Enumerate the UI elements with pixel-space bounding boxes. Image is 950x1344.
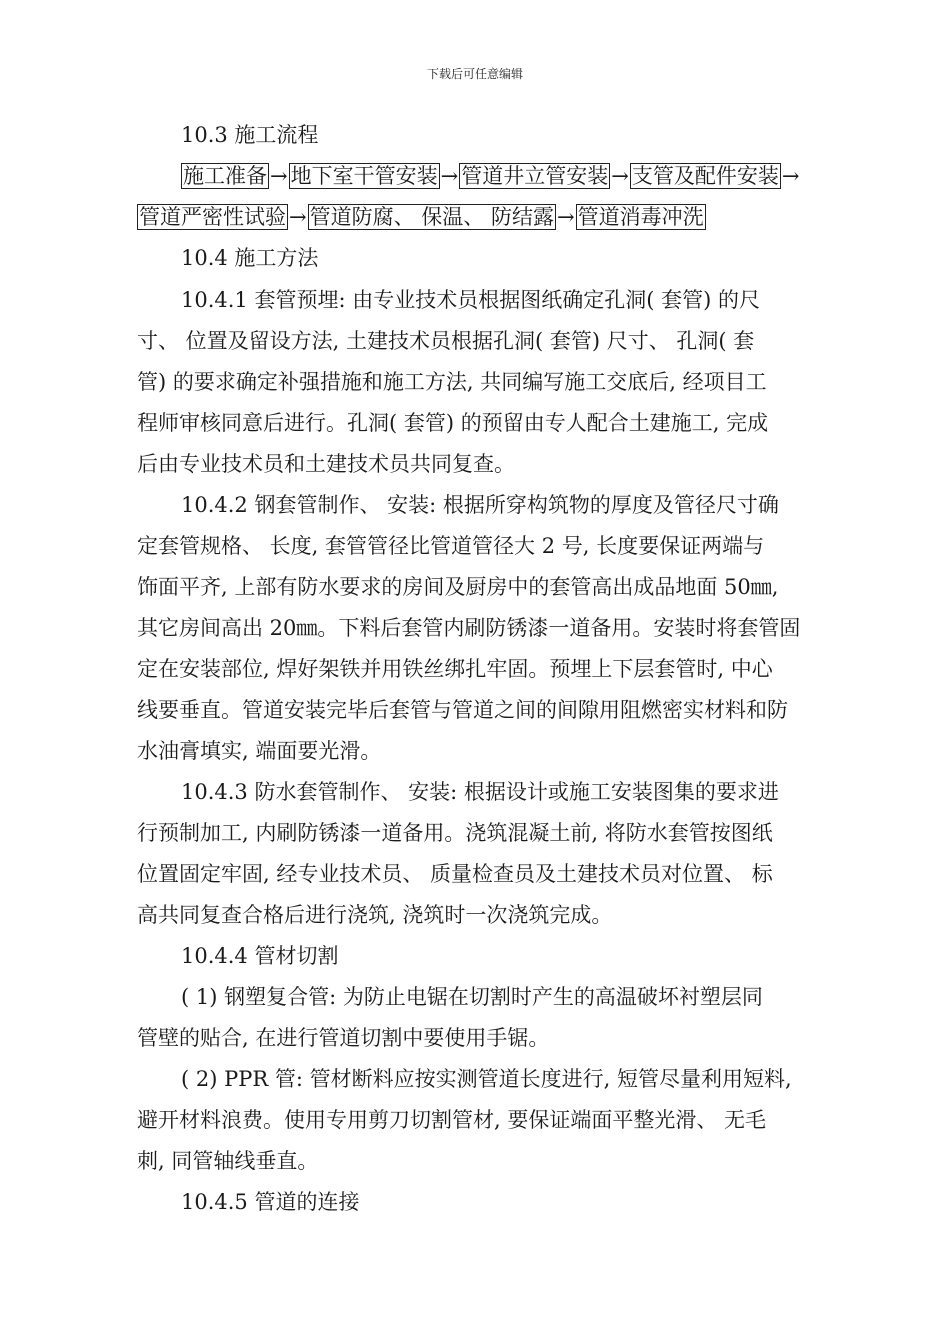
paragraph-line: 10.4.3 防水套管制作、 安装: 根据设计或施工安装图集的要求进 (181, 780, 779, 804)
paragraph-line: 管) 的要求确定补强措施和施工方法, 共同编写施工交底后, 经项目工 (137, 370, 767, 394)
paragraph-line: 行预制加工, 内刷防锈漆一道备用。浇筑混凝土前, 将防水套管按图纸 (137, 821, 773, 845)
paragraph-line: 10.4.2 钢套管制作、 安装: 根据所穿构筑物的厚度及管径尺寸确 (181, 493, 779, 517)
arrow-icon: → (556, 205, 575, 229)
paragraph-line: 线要垂直。管道安装完毕后套管与管道之间的间隙用阻燃密实材料和防 (137, 698, 788, 722)
paragraph-line: 管壁的贴合, 在进行管道切割中要使用手锯。 (137, 1026, 550, 1050)
arrow-icon: → (440, 164, 459, 188)
paragraph-line: 程师审核同意后进行。孔洞( 套管) 的预留由专人配合土建施工, 完成 (137, 411, 769, 435)
paragraph-line: 后由专业技术员和土建技术员共同复查。 (137, 452, 515, 476)
paragraph-line: 避开材料浪费。使用专用剪刀切割管材, 要保证端面平整光滑、 无毛 (137, 1108, 767, 1132)
paragraph-line: 水油膏填实, 端面要光滑。 (137, 739, 382, 763)
flow-step: 管道井立管安装 (461, 164, 609, 188)
paragraph-line: ( 2) PPR 管: 管材断料应按实测管道长度进行, 短管尽量利用短料, (181, 1067, 792, 1091)
flow-step: 管道严密性试验 (139, 205, 286, 229)
paragraph-line: 10.4.1 套管预埋: 由专业技术员根据图纸确定孔洞( 套管) 的尺 (181, 288, 760, 312)
flow-step: 支管及配件安装 (631, 164, 779, 188)
paragraph-line: 位置固定牢固, 经专业技术员、 质量检查员及土建技术员对位置、 标 (137, 862, 773, 886)
page-header: 下载后可任意编辑 (426, 67, 523, 81)
section-title-10-4-5: 10.4.5 管道的连接 (181, 1190, 360, 1214)
flow-step: 施工准备 (183, 164, 267, 188)
paragraph-line: 刺, 同管轴线垂直。 (137, 1149, 319, 1173)
paragraph-line: 定套管规格、 长度, 套管管径比管道管径大 2 号, 长度要保证两端与 (137, 534, 765, 558)
section-title-10-4-4: 10.4.4 管材切割 (181, 944, 339, 968)
arrow-icon: → (270, 164, 288, 188)
paragraph-line: ( 1) 钢塑复合管: 为防止电锯在切割时产生的高温破坏衬塑层同 (181, 985, 763, 1009)
arrow-icon: → (289, 205, 307, 229)
arrow-icon: → (611, 164, 629, 188)
section-title-10-3: 10.3 施工流程 (181, 123, 319, 147)
flow-step: 地下室干管安装 (290, 164, 438, 188)
section-title-10-4: 10.4 施工方法 (181, 246, 319, 270)
flow-step: 管道防腐、 保温、 防结露 (309, 205, 554, 229)
paragraph-line: 饰面平齐, 上部有防水要求的房间及厨房中的套管高出成品地面 50㎜, (137, 575, 779, 599)
flow-row-1 (181, 161, 800, 191)
paragraph-line: 寸、 位置及留设方法, 土建技术员根据孔洞( 套管) 尺寸、 孔洞( 套 (137, 329, 755, 353)
paragraph-line: 定在安装部位, 焊好架铁并用铁丝绑扎牢固。预埋上下层套管时, 中心 (137, 657, 773, 681)
arrow-icon: → (781, 164, 800, 188)
flow-step: 管道消毒冲洗 (577, 205, 704, 229)
flow-row-2 (137, 202, 706, 232)
paragraph-line: 高共同复查合格后进行浇筑, 浇筑时一次浇筑完成。 (137, 903, 613, 927)
paragraph-line: 其它房间高出 20㎜。下料后套管内刷防锈漆一道备用。安装时将套管固 (137, 616, 801, 640)
